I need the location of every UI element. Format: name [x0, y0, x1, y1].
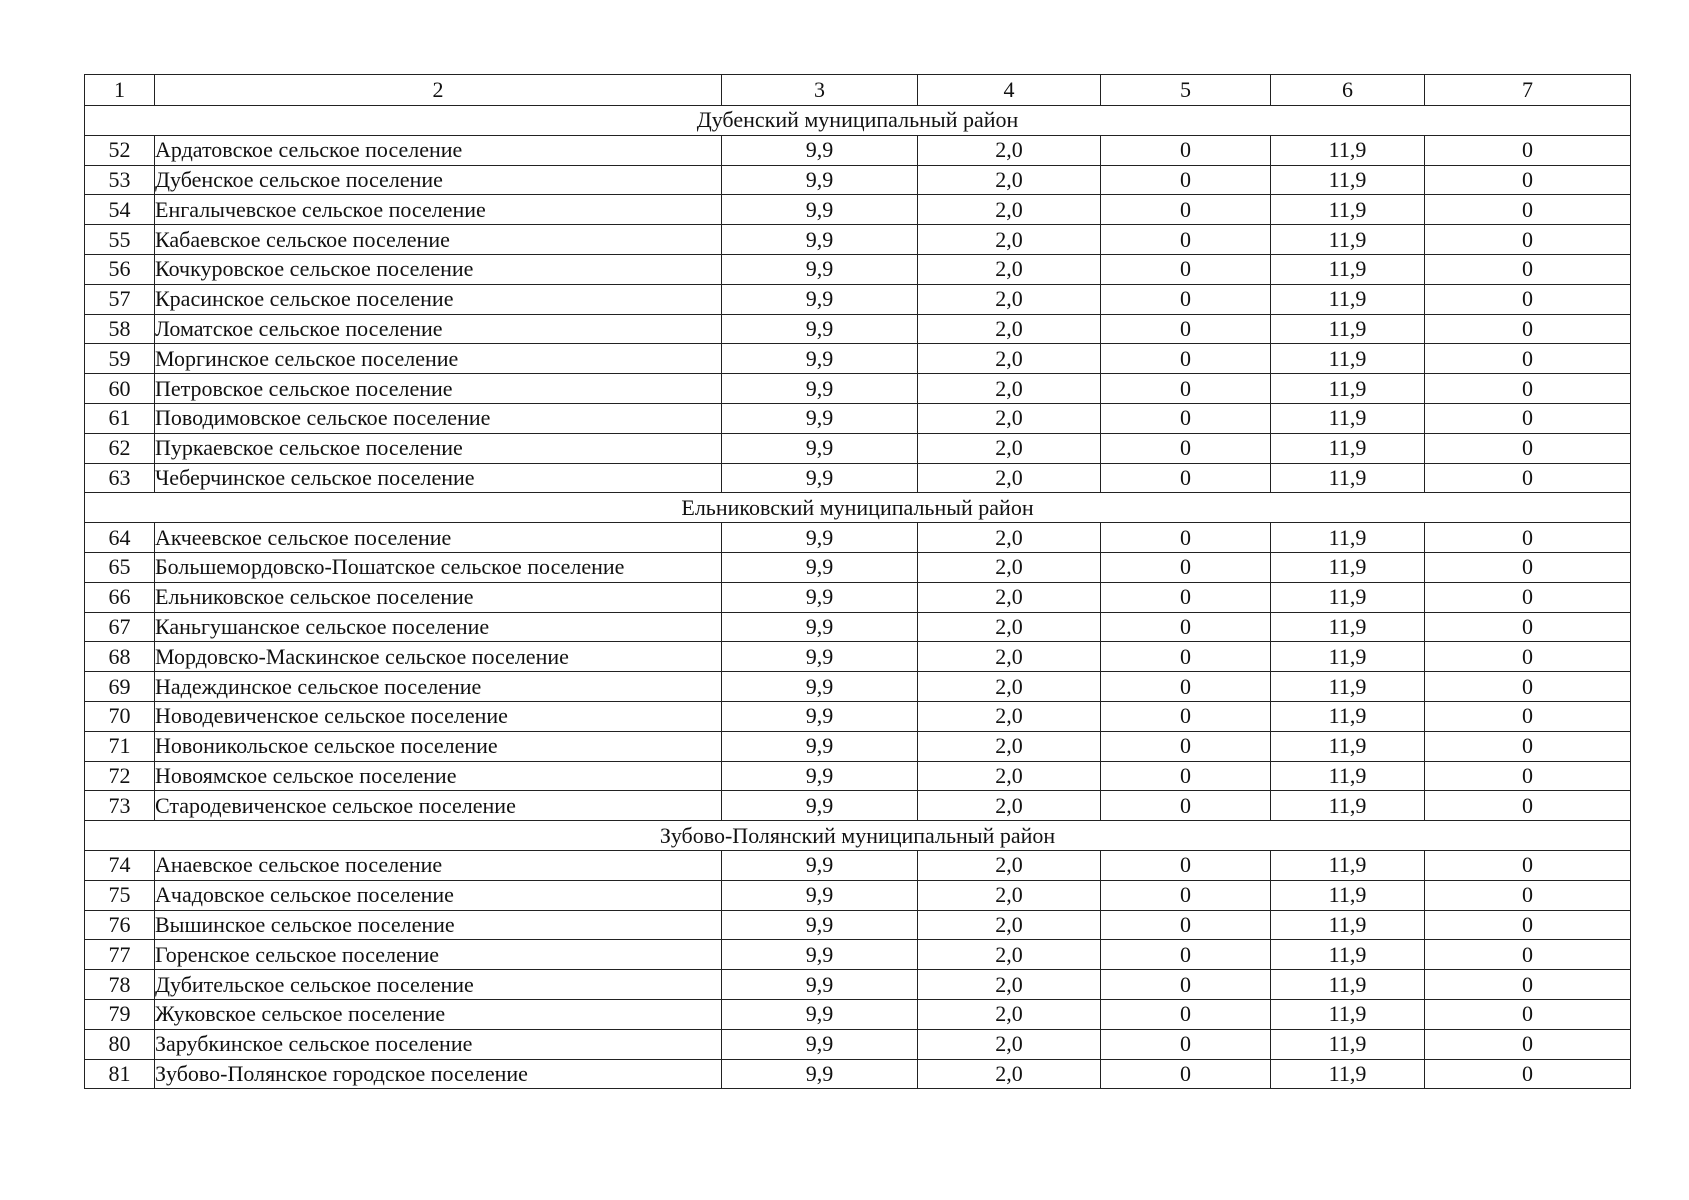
row-number: 58	[85, 314, 155, 344]
value-col-5: 0	[1101, 701, 1271, 731]
value-col-3: 9,9	[722, 135, 918, 165]
value-col-7: 0	[1425, 284, 1631, 314]
settlement-name: Пуркаевское сельское поселение	[155, 433, 722, 463]
settlement-name: Анаевское сельское поселение	[155, 850, 722, 880]
value-col-5: 0	[1101, 999, 1271, 1029]
value-col-7: 0	[1425, 403, 1631, 433]
value-col-7: 0	[1425, 195, 1631, 225]
value-col-5: 0	[1101, 612, 1271, 642]
value-col-3: 9,9	[722, 612, 918, 642]
row-number: 79	[85, 999, 155, 1029]
row-number: 80	[85, 1029, 155, 1059]
value-col-3: 9,9	[722, 314, 918, 344]
value-col-6: 11,9	[1271, 344, 1425, 374]
row-number: 61	[85, 403, 155, 433]
value-col-7: 0	[1425, 791, 1631, 821]
value-col-5: 0	[1101, 672, 1271, 702]
value-col-3: 9,9	[722, 642, 918, 672]
value-col-6: 11,9	[1271, 225, 1425, 255]
value-col-3: 9,9	[722, 284, 918, 314]
table-row	[85, 582, 1631, 612]
value-col-5: 0	[1101, 195, 1271, 225]
value-col-7: 0	[1425, 910, 1631, 940]
settlement-name: Чеберчинское сельское поселение	[155, 463, 722, 493]
value-col-3: 9,9	[722, 910, 918, 940]
value-col-4: 2,0	[918, 374, 1101, 404]
row-number: 54	[85, 195, 155, 225]
settlement-name: Дубенское сельское поселение	[155, 165, 722, 195]
value-col-6: 11,9	[1271, 403, 1425, 433]
value-col-7: 0	[1425, 225, 1631, 255]
settlement-name: Петровское сельское поселение	[155, 374, 722, 404]
table-row	[85, 195, 1631, 225]
row-number: 52	[85, 135, 155, 165]
row-number: 66	[85, 582, 155, 612]
value-col-4: 2,0	[918, 463, 1101, 493]
value-col-6: 11,9	[1271, 314, 1425, 344]
table-row	[85, 403, 1631, 433]
value-col-7: 0	[1425, 135, 1631, 165]
value-col-3: 9,9	[722, 701, 918, 731]
value-col-6: 11,9	[1271, 552, 1425, 582]
settlement-name: Моргинское сельское поселение	[155, 344, 722, 374]
district-section-row	[85, 493, 1631, 523]
value-col-5: 0	[1101, 582, 1271, 612]
table-row	[85, 999, 1631, 1029]
value-col-4: 2,0	[918, 999, 1101, 1029]
value-col-3: 9,9	[722, 672, 918, 702]
district-title: Ельниковский муниципальный район	[85, 493, 1631, 523]
value-col-6: 11,9	[1271, 374, 1425, 404]
settlement-name: Мордовско-Маскинское сельское поселение	[155, 642, 722, 672]
column-header: 2	[155, 75, 722, 106]
value-col-4: 2,0	[918, 1059, 1101, 1089]
column-header: 1	[85, 75, 155, 106]
value-col-4: 2,0	[918, 910, 1101, 940]
value-col-7: 0	[1425, 970, 1631, 1000]
value-col-4: 2,0	[918, 970, 1101, 1000]
settlements-table	[84, 74, 1631, 1089]
value-col-3: 9,9	[722, 791, 918, 821]
value-col-5: 0	[1101, 344, 1271, 374]
settlement-name: Каньгушанское сельское поселение	[155, 612, 722, 642]
value-col-7: 0	[1425, 612, 1631, 642]
value-col-4: 2,0	[918, 731, 1101, 761]
value-col-5: 0	[1101, 135, 1271, 165]
column-header: 6	[1271, 75, 1425, 106]
table-row	[85, 254, 1631, 284]
value-col-4: 2,0	[918, 701, 1101, 731]
row-number: 74	[85, 850, 155, 880]
table-row	[85, 314, 1631, 344]
value-col-6: 11,9	[1271, 195, 1425, 225]
settlement-name: Большемордовско-Пошатское сельское поселение	[155, 552, 722, 582]
value-col-5: 0	[1101, 374, 1271, 404]
district-title: Дубенский муниципальный район	[85, 106, 1631, 136]
table-row	[85, 344, 1631, 374]
row-number: 72	[85, 761, 155, 791]
row-number: 63	[85, 463, 155, 493]
value-col-3: 9,9	[722, 165, 918, 195]
settlement-name: Енгалычевское сельское поселение	[155, 195, 722, 225]
value-col-3: 9,9	[722, 999, 918, 1029]
row-number: 62	[85, 433, 155, 463]
value-col-4: 2,0	[918, 165, 1101, 195]
district-title: Зубово-Полянский муниципальный район	[85, 821, 1631, 851]
value-col-4: 2,0	[918, 672, 1101, 702]
settlement-name: Ардатовское сельское поселение	[155, 135, 722, 165]
row-number: 69	[85, 672, 155, 702]
value-col-7: 0	[1425, 731, 1631, 761]
table-row	[85, 433, 1631, 463]
value-col-5: 0	[1101, 731, 1271, 761]
value-col-7: 0	[1425, 761, 1631, 791]
settlement-name: Новоямское сельское поселение	[155, 761, 722, 791]
table-row	[85, 612, 1631, 642]
value-col-6: 11,9	[1271, 701, 1425, 731]
value-col-3: 9,9	[722, 523, 918, 553]
settlement-name: Новоникольское сельское поселение	[155, 731, 722, 761]
district-section-row	[85, 106, 1631, 136]
value-col-3: 9,9	[722, 1029, 918, 1059]
row-number: 57	[85, 284, 155, 314]
value-col-5: 0	[1101, 791, 1271, 821]
row-number: 68	[85, 642, 155, 672]
value-col-6: 11,9	[1271, 910, 1425, 940]
value-col-3: 9,9	[722, 970, 918, 1000]
value-col-7: 0	[1425, 701, 1631, 731]
value-col-5: 0	[1101, 1029, 1271, 1059]
settlement-name: Вышинское сельское поселение	[155, 910, 722, 940]
row-number: 71	[85, 731, 155, 761]
table-row	[85, 165, 1631, 195]
table-row	[85, 672, 1631, 702]
table-row	[85, 791, 1631, 821]
row-number: 76	[85, 910, 155, 940]
row-number: 73	[85, 791, 155, 821]
value-col-5: 0	[1101, 940, 1271, 970]
row-number: 67	[85, 612, 155, 642]
value-col-3: 9,9	[722, 195, 918, 225]
value-col-4: 2,0	[918, 552, 1101, 582]
row-number: 78	[85, 970, 155, 1000]
settlement-name: Кочкуровское сельское поселение	[155, 254, 722, 284]
value-col-5: 0	[1101, 165, 1271, 195]
row-number: 56	[85, 254, 155, 284]
row-number: 65	[85, 552, 155, 582]
row-number: 53	[85, 165, 155, 195]
value-col-7: 0	[1425, 940, 1631, 970]
value-col-6: 11,9	[1271, 850, 1425, 880]
value-col-7: 0	[1425, 582, 1631, 612]
settlement-name: Стародевиченское сельское поселение	[155, 791, 722, 821]
value-col-4: 2,0	[918, 642, 1101, 672]
table-row	[85, 1059, 1631, 1089]
value-col-6: 11,9	[1271, 731, 1425, 761]
value-col-6: 11,9	[1271, 642, 1425, 672]
value-col-5: 0	[1101, 642, 1271, 672]
value-col-4: 2,0	[918, 761, 1101, 791]
value-col-7: 0	[1425, 672, 1631, 702]
value-col-6: 11,9	[1271, 970, 1425, 1000]
value-col-5: 0	[1101, 225, 1271, 255]
value-col-4: 2,0	[918, 403, 1101, 433]
value-col-3: 9,9	[722, 761, 918, 791]
value-col-4: 2,0	[918, 344, 1101, 374]
value-col-7: 0	[1425, 1059, 1631, 1089]
value-col-7: 0	[1425, 165, 1631, 195]
row-number: 59	[85, 344, 155, 374]
value-col-7: 0	[1425, 880, 1631, 910]
value-col-3: 9,9	[722, 731, 918, 761]
table-row	[85, 701, 1631, 731]
settlement-name: Акчеевское сельское поселение	[155, 523, 722, 553]
value-col-3: 9,9	[722, 374, 918, 404]
value-col-7: 0	[1425, 254, 1631, 284]
value-col-5: 0	[1101, 970, 1271, 1000]
value-col-7: 0	[1425, 850, 1631, 880]
table-row	[85, 761, 1631, 791]
value-col-5: 0	[1101, 284, 1271, 314]
settlement-name: Кабаевское сельское поселение	[155, 225, 722, 255]
row-number: 77	[85, 940, 155, 970]
settlement-name: Горенское сельское поселение	[155, 940, 722, 970]
value-col-6: 11,9	[1271, 165, 1425, 195]
value-col-4: 2,0	[918, 284, 1101, 314]
column-header: 7	[1425, 75, 1631, 106]
value-col-4: 2,0	[918, 1029, 1101, 1059]
value-col-4: 2,0	[918, 523, 1101, 553]
value-col-6: 11,9	[1271, 880, 1425, 910]
table-row	[85, 284, 1631, 314]
value-col-6: 11,9	[1271, 1029, 1425, 1059]
table-row	[85, 880, 1631, 910]
value-col-4: 2,0	[918, 225, 1101, 255]
value-col-6: 11,9	[1271, 791, 1425, 821]
settlement-name: Зарубкинское сельское поселение	[155, 1029, 722, 1059]
value-col-4: 2,0	[918, 612, 1101, 642]
settlement-name: Новодевиченское сельское поселение	[155, 701, 722, 731]
value-col-5: 0	[1101, 761, 1271, 791]
table-row	[85, 1029, 1631, 1059]
value-col-7: 0	[1425, 463, 1631, 493]
value-col-5: 0	[1101, 314, 1271, 344]
column-header: 4	[918, 75, 1101, 106]
value-col-6: 11,9	[1271, 254, 1425, 284]
table-row	[85, 731, 1631, 761]
settlement-name: Ачадовское сельское поселение	[155, 880, 722, 910]
settlement-name: Жуковское сельское поселение	[155, 999, 722, 1029]
value-col-4: 2,0	[918, 880, 1101, 910]
value-col-4: 2,0	[918, 254, 1101, 284]
table-row	[85, 135, 1631, 165]
value-col-5: 0	[1101, 254, 1271, 284]
settlement-name: Ломатское сельское поселение	[155, 314, 722, 344]
value-col-5: 0	[1101, 880, 1271, 910]
value-col-4: 2,0	[918, 135, 1101, 165]
row-number: 55	[85, 225, 155, 255]
value-col-7: 0	[1425, 1029, 1631, 1059]
value-col-3: 9,9	[722, 582, 918, 612]
value-col-4: 2,0	[918, 791, 1101, 821]
value-col-3: 9,9	[722, 552, 918, 582]
value-col-5: 0	[1101, 523, 1271, 553]
value-col-6: 11,9	[1271, 463, 1425, 493]
value-col-3: 9,9	[722, 433, 918, 463]
value-col-6: 11,9	[1271, 1059, 1425, 1089]
value-col-4: 2,0	[918, 582, 1101, 612]
column-number-row	[85, 75, 1631, 106]
district-section-row	[85, 821, 1631, 851]
settlement-name: Красинское сельское поселение	[155, 284, 722, 314]
value-col-7: 0	[1425, 999, 1631, 1029]
value-col-3: 9,9	[722, 225, 918, 255]
table-row	[85, 970, 1631, 1000]
value-col-4: 2,0	[918, 433, 1101, 463]
value-col-6: 11,9	[1271, 612, 1425, 642]
value-col-7: 0	[1425, 344, 1631, 374]
value-col-3: 9,9	[722, 463, 918, 493]
value-col-6: 11,9	[1271, 999, 1425, 1029]
column-header: 3	[722, 75, 918, 106]
value-col-6: 11,9	[1271, 761, 1425, 791]
row-number: 75	[85, 880, 155, 910]
table-row	[85, 940, 1631, 970]
value-col-5: 0	[1101, 463, 1271, 493]
value-col-4: 2,0	[918, 850, 1101, 880]
settlement-name: Поводимовское сельское поселение	[155, 403, 722, 433]
value-col-3: 9,9	[722, 403, 918, 433]
value-col-5: 0	[1101, 403, 1271, 433]
row-number: 64	[85, 523, 155, 553]
table-row	[85, 523, 1631, 553]
value-col-4: 2,0	[918, 940, 1101, 970]
value-col-7: 0	[1425, 523, 1631, 553]
settlement-name: Надеждинское сельское поселение	[155, 672, 722, 702]
settlement-name: Дубительское сельское поселение	[155, 970, 722, 1000]
settlement-name: Ельниковское сельское поселение	[155, 582, 722, 612]
value-col-5: 0	[1101, 850, 1271, 880]
value-col-6: 11,9	[1271, 433, 1425, 463]
value-col-6: 11,9	[1271, 284, 1425, 314]
value-col-7: 0	[1425, 433, 1631, 463]
row-number: 60	[85, 374, 155, 404]
value-col-4: 2,0	[918, 195, 1101, 225]
value-col-3: 9,9	[722, 1059, 918, 1089]
table-row	[85, 552, 1631, 582]
value-col-5: 0	[1101, 1059, 1271, 1089]
table-row	[85, 850, 1631, 880]
row-number: 70	[85, 701, 155, 731]
table-row	[85, 910, 1631, 940]
value-col-6: 11,9	[1271, 672, 1425, 702]
settlement-name: Зубово-Полянское городское поселение	[155, 1059, 722, 1089]
value-col-6: 11,9	[1271, 940, 1425, 970]
value-col-3: 9,9	[722, 880, 918, 910]
table-row	[85, 463, 1631, 493]
table-row	[85, 642, 1631, 672]
value-col-4: 2,0	[918, 314, 1101, 344]
value-col-6: 11,9	[1271, 135, 1425, 165]
value-col-7: 0	[1425, 314, 1631, 344]
value-col-7: 0	[1425, 374, 1631, 404]
row-number: 81	[85, 1059, 155, 1089]
value-col-7: 0	[1425, 552, 1631, 582]
value-col-3: 9,9	[722, 254, 918, 284]
value-col-5: 0	[1101, 910, 1271, 940]
value-col-6: 11,9	[1271, 523, 1425, 553]
table-row	[85, 225, 1631, 255]
value-col-3: 9,9	[722, 940, 918, 970]
table-row	[85, 374, 1631, 404]
column-header: 5	[1101, 75, 1271, 106]
value-col-6: 11,9	[1271, 582, 1425, 612]
value-col-3: 9,9	[722, 344, 918, 374]
value-col-7: 0	[1425, 642, 1631, 672]
value-col-5: 0	[1101, 433, 1271, 463]
value-col-3: 9,9	[722, 850, 918, 880]
value-col-5: 0	[1101, 552, 1271, 582]
